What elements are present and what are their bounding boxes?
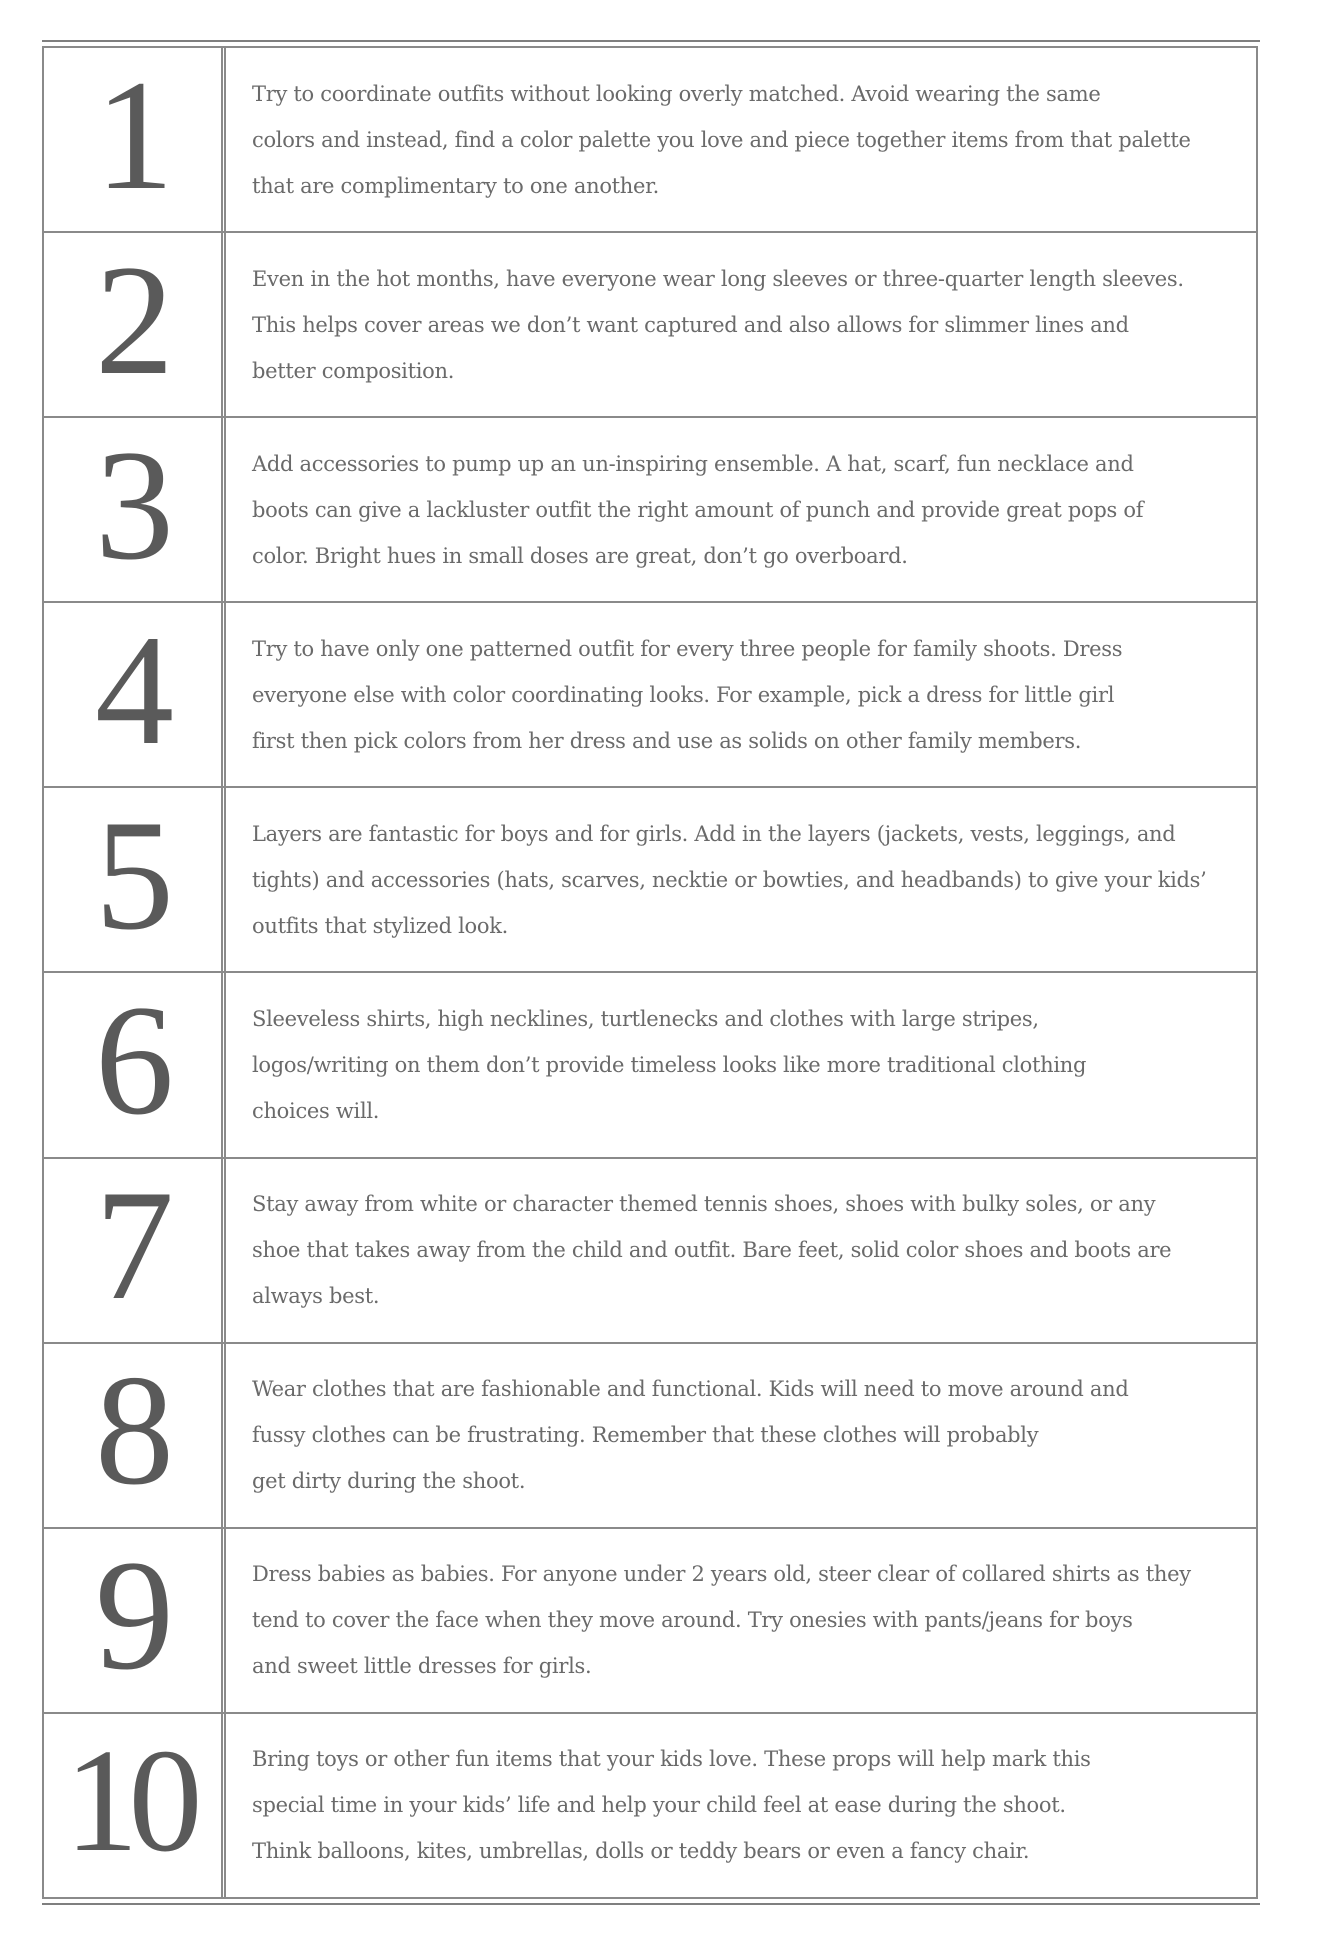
tip-line: Wear clothes that are fashionable and functional. Kids will need to move around and	[252, 1377, 1129, 1402]
tip-text	[226, 418, 1256, 601]
tip-line: fussy clothes can be frustrating. Remember that these clothes will probably	[252, 1423, 1039, 1448]
tip-line: Stay away from white or character themed tennis shoes, shoes with bulky soles, or any	[252, 1192, 1156, 1217]
tip-paragraph	[252, 996, 1086, 1134]
tip-line: tend to cover the face when they move around. Try onesies with pants/jeans for boys	[252, 1608, 1133, 1633]
tip-line: Even in the hot months, have everyone wear long sleeves or three-quarter length sleeves.	[252, 266, 1184, 291]
tip-text	[226, 1529, 1256, 1712]
tip-line: get dirty during the shoot.	[252, 1469, 526, 1494]
bottom-rule	[42, 1903, 1260, 1905]
tip-line: better composition.	[252, 358, 455, 383]
tip-number: 2	[44, 233, 226, 416]
tip-line: outfits that stylized look.	[252, 913, 509, 938]
tip-row-5	[44, 788, 1256, 973]
tip-text	[226, 788, 1256, 971]
tip-paragraph	[252, 1366, 1129, 1504]
tip-text	[226, 1344, 1256, 1527]
tip-line: tights) and accessories (hats, scarves, necktie or bowties, and headbands) to give your kids’	[252, 867, 1207, 892]
tip-line: Layers are fantastic for boys and for girls. Add in the layers (jackets, vests, leggings, and	[252, 821, 1176, 846]
tip-text	[226, 233, 1256, 416]
tip-row-9	[44, 1529, 1256, 1714]
tip-number: 1	[44, 48, 226, 231]
tip-line: Dress babies as babies. For anyone under 2 years old, steer clear of collared shirts as they	[252, 1562, 1191, 1587]
tip-row-3	[44, 418, 1256, 603]
tip-line: always best.	[252, 1284, 380, 1309]
tip-number: 4	[44, 603, 226, 786]
tips-sheet	[42, 40, 1260, 1905]
tip-line: colors and instead, find a color palette you love and piece together items from that palette	[252, 127, 1191, 152]
tip-line: and sweet little dresses for girls.	[252, 1654, 592, 1679]
tip-line: color. Bright hues in small doses are great, don’t go overboard.	[252, 543, 908, 568]
tip-row-6	[44, 973, 1256, 1158]
tip-number: 8	[44, 1344, 226, 1527]
tip-line: boots can give a lackluster outfit the right amount of punch and provide great pops of	[252, 497, 1144, 522]
tip-text	[226, 603, 1256, 786]
tips-table	[42, 46, 1258, 1899]
tip-paragraph	[252, 71, 1191, 209]
tip-paragraph	[252, 811, 1207, 949]
tip-paragraph	[252, 626, 1122, 764]
tip-line: special time in your kids’ life and help your child feel at ease during the shoot.	[252, 1793, 1066, 1818]
tip-text	[226, 48, 1256, 231]
tip-line: Add accessories to pump up an un-inspiring ensemble. A hat, scarf, fun necklace and	[252, 451, 1134, 476]
tip-text	[226, 973, 1256, 1156]
tip-line: Bring toys or other fun items that your kids love. These props will help mark this	[252, 1747, 1091, 1772]
tip-row-1	[44, 48, 1256, 233]
tip-paragraph	[252, 441, 1143, 579]
tip-line: Try to have only one patterned outfit for every three people for family shoots. Dress	[252, 636, 1123, 661]
tip-line: Sleeveless shirts, high necklines, turtlenecks and clothes with large stripes,	[252, 1007, 1039, 1032]
top-rule	[42, 40, 1260, 42]
tip-line: Think balloons, kites, umbrellas, dolls or teddy bears or even a fancy chair.	[252, 1839, 1030, 1864]
tip-number: 3	[44, 418, 226, 601]
tip-line: choices will.	[252, 1099, 380, 1124]
tip-text	[226, 1159, 1256, 1342]
tip-line: everyone else with color coordinating looks. For example, pick a dress for little girl	[252, 682, 1115, 707]
tip-row-4	[44, 603, 1256, 788]
tip-line: that are complimentary to one another.	[252, 173, 659, 198]
tip-number: 10	[44, 1714, 226, 1897]
tip-row-7	[44, 1159, 1256, 1344]
tip-number: 5	[44, 788, 226, 971]
tip-row-8	[44, 1344, 1256, 1529]
tip-line: Try to coordinate outfits without looking overly matched. Avoid wearing the same	[252, 81, 1101, 106]
tip-number: 9	[44, 1529, 226, 1712]
tip-line: shoe that takes away from the child and outfit. Bare feet, solid color shoes and boots are	[252, 1238, 1172, 1263]
tip-paragraph	[252, 1551, 1191, 1689]
tip-line: This helps cover areas we don’t want captured and also allows for slimmer lines and	[252, 312, 1129, 337]
tip-number: 6	[44, 973, 226, 1156]
tip-row-2	[44, 233, 1256, 418]
tip-row-10	[44, 1714, 1256, 1897]
tip-text	[226, 1714, 1256, 1897]
tip-line: first then pick colors from her dress and use as solids on other family members.	[252, 728, 1082, 753]
tip-line: logos/writing on them don’t provide timeless looks like more traditional clothing	[252, 1053, 1087, 1078]
tip-paragraph	[252, 1181, 1171, 1319]
tip-number: 7	[44, 1159, 226, 1342]
tip-paragraph	[252, 256, 1184, 394]
tip-paragraph	[252, 1736, 1091, 1874]
